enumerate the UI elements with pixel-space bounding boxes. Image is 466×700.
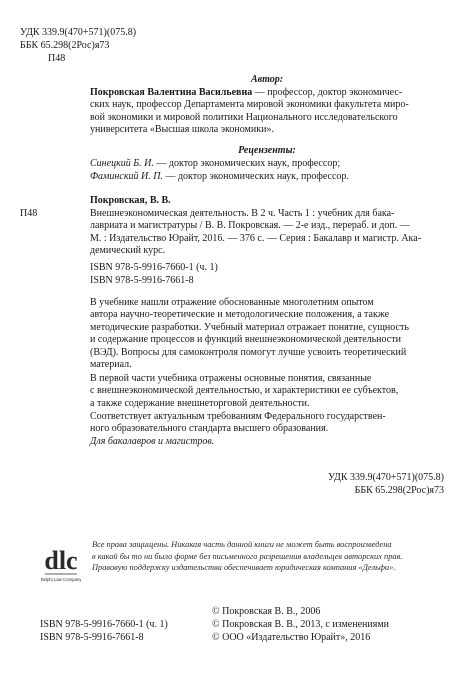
reviewer-item bbox=[90, 158, 340, 170]
footer-isbn-2: ISBN 978-5-9916-7661-8 bbox=[40, 632, 144, 643]
abstract-line: Соответствует актуальным требованиям Федерального государствен- bbox=[90, 411, 386, 422]
reviewers-heading: Рецензенты: bbox=[238, 145, 296, 156]
catalog-isbn-2: ISBN 978-5-9916-7661-8 bbox=[90, 275, 194, 286]
catalog-code-top: П48 bbox=[48, 53, 66, 64]
abstract-p1 bbox=[90, 297, 444, 371]
copyright-line: © Покровская В. В., 2013, с изменениями bbox=[212, 619, 390, 630]
catalog-isbn-1: ISBN 978-5-9916-7660-1 (ч. 1) bbox=[90, 262, 218, 273]
abstract-line: В учебнике нашли отражение обоснованные многолетним опытом bbox=[90, 297, 374, 308]
abstract-line: методические разработки. Учебный материал отражает понятие, сущность bbox=[90, 321, 409, 333]
abstract-p2 bbox=[90, 373, 444, 410]
catalog-line: лавриата и магистратуры / В. В. Покровская. — 2-е изд., перераб. и доп. — bbox=[90, 220, 410, 232]
audience-note: Для бакалавров и магистров. bbox=[90, 436, 215, 447]
copyright-line: © ООО «Издательство Юрайт», 2016 bbox=[212, 632, 371, 643]
catalog-line: Внешнеэкономическая деятельность. В 2 ч. Часть 1 : учебник для бака- bbox=[90, 208, 395, 219]
bbk-code-bottom: ББК 65.298(2Рос)я73 bbox=[354, 485, 444, 496]
author-heading: Автор: bbox=[250, 74, 284, 85]
abstract-line: материал. bbox=[90, 359, 132, 371]
author-line bbox=[90, 87, 444, 99]
abstract-line: а также содержание внешнеторговой деятельности. bbox=[90, 397, 310, 409]
rights-notice bbox=[92, 539, 422, 574]
bbk-code: ББК 65.298(2Рос)я73 bbox=[20, 40, 110, 51]
abstract-p3 bbox=[90, 411, 444, 436]
reviewer-desc: — доктор экономических наук, профессор; bbox=[153, 158, 341, 169]
reviewer-desc: — доктор экономических наук, профессор. bbox=[162, 171, 349, 182]
author-line: университета «Высшая школа экономики». bbox=[90, 124, 274, 136]
author-name: Покровская Валентина Васильевна bbox=[90, 87, 253, 98]
author-block bbox=[90, 87, 444, 137]
copyright-line: © Покровская В. В., 2006 bbox=[212, 606, 321, 617]
logo-letters: dlc bbox=[44, 546, 78, 575]
reviewer-item bbox=[90, 171, 349, 183]
rights-line: в какой бы то ни было форме без письменного разрешения владельцев авторских прав. bbox=[92, 551, 403, 561]
delphi-law-company-logo bbox=[41, 541, 81, 585]
rights-line: Правовую поддержку издательства обеспечивает юридическая компания «Дельфи». bbox=[92, 563, 396, 572]
logo-caption: Delphi Law Company bbox=[41, 577, 81, 582]
rights-line: Все права защищены. Никакая часть данной книги не может быть воспроизведена bbox=[92, 540, 392, 549]
abstract-line: В первой части учебника отражены основные понятия, связанные bbox=[90, 373, 372, 384]
abstract-line: с внешнеэкономической деятельностью, и характеристики ее субъектов, bbox=[90, 385, 399, 397]
udk-code: УДК 339.9(470+571)(075.8) bbox=[20, 27, 137, 38]
catalog-code: П48 bbox=[20, 208, 38, 219]
author-line: вой экономики и мировой политики Национального исследовательского bbox=[90, 111, 398, 123]
reviewer-name: Фаминский И. П. bbox=[90, 171, 163, 182]
reviewer-name: Синецкий Б. И. bbox=[90, 158, 154, 169]
abstract-line: ного образовательного стандарта высшего образования. bbox=[90, 423, 329, 435]
dlc-logo-icon bbox=[41, 541, 81, 585]
udk-code-bottom: УДК 339.9(470+571)(075.8) bbox=[327, 472, 444, 483]
catalog-line: демический курс. bbox=[90, 245, 166, 257]
catalog-description bbox=[90, 208, 444, 258]
abstract-line: автора научно-теоретические и методологические положения, а также bbox=[90, 309, 390, 321]
author-line-rest: — профессор, доктор экономичес- bbox=[252, 87, 403, 98]
abstract-line: (ВЭД). Вопросы для самоконтроля помогут лучше усвоить теоретический bbox=[90, 346, 407, 358]
abstract-line: и содержание процессов и функций внешнеэкономической деятельности bbox=[90, 334, 401, 346]
catalog-author: Покровская, В. В. bbox=[90, 195, 171, 206]
footer-isbn-1: ISBN 978-5-9916-7660-1 (ч. 1) bbox=[40, 619, 168, 630]
catalog-line: М. : Издательство Юрайт, 2016. — 376 с. — Серия : Бакалавр и магистр. Ака- bbox=[90, 232, 422, 244]
author-line: ских наук, профессор Департамента мировой экономики факультета миро- bbox=[90, 99, 409, 111]
